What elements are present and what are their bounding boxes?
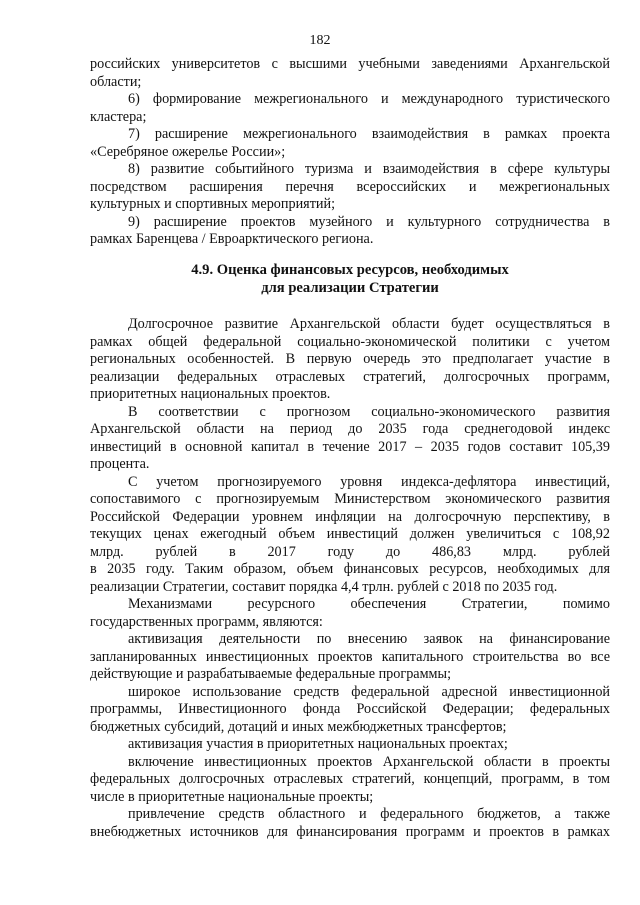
- body-line: числе в приоритетные национальные проекты;: [90, 788, 374, 805]
- section-heading-line-2: для реализации Стратегии: [261, 279, 439, 296]
- list-line: культурных и спортивных мероприятий;: [90, 196, 336, 212]
- body-line: действующие и разрабатываемые федеральные программы;: [90, 666, 452, 682]
- list-line: посредством расширения перечня всероссийских и межрегиональных: [90, 178, 610, 195]
- list-line: 9) расширение проектов музейного и культурного сотрудничества в: [128, 213, 610, 230]
- body-line: реализации Стратегии, составит порядка 4,4 трлн. рублей с 2018 по 2035 год.: [90, 578, 558, 595]
- body-line: активизация участия в приоритетных национальных проектах;: [128, 736, 508, 752]
- body-line: реализации федеральных отраслевых стратегий, долгосрочных программ,: [90, 368, 610, 385]
- body-line: активизация деятельности по внесению заявок на финансирование: [128, 631, 610, 647]
- body-line: инвестиций в основной капитал в течение 2017 – 2035 годов составит 105,39: [90, 438, 610, 455]
- body-line: включение инвестиционных проектов Архангельской области в проекты: [128, 753, 610, 770]
- list-line: кластера;: [90, 108, 147, 125]
- body-line: региональных особенностей. В первую очередь это предполагает участие в: [90, 351, 610, 367]
- list-block: [90, 56, 610, 249]
- body-line: федеральных долгосрочных отраслевых стратегий, концепций, программ, в том: [90, 771, 610, 787]
- list-line: «Серебряное ожерелье России»;: [90, 143, 286, 160]
- body-line: запланированных инвестиционных проектов капитального строительства во все: [90, 648, 610, 665]
- body-line: Российской Федерации уровнем инфляции на долгосрочную перспективу, в: [90, 508, 610, 525]
- body-line: в 2035 году. Таким образом, объем финансовых ресурсов, необходимых для: [90, 561, 610, 577]
- body-line: Долгосрочное развитие Архангельской области будет осуществляться в: [128, 316, 610, 332]
- section-heading-line-1: 4.9. Оценка финансовых ресурсов, необходимых: [191, 262, 509, 278]
- body-line: государственных программ, являются:: [90, 613, 323, 630]
- body-line: С учетом прогнозируемого уровня индекса-дефлятора инвестиций,: [128, 473, 610, 490]
- body-line: текущих ценах ежегодный объем инвестиций должен увеличиться с 108,92: [90, 526, 610, 542]
- body-line: В соответствии с прогнозом социально-экономического развития: [128, 403, 610, 420]
- body-line: привлечение средств областного и федерального бюджетов, а также: [128, 806, 610, 822]
- body-block: [90, 316, 610, 841]
- body-line: рамках общей федеральной социально-экономической политики с учетом: [90, 333, 610, 350]
- body-line: приоритетных национальных проектов.: [90, 386, 331, 402]
- list-line: 8) развитие событийного туризма и взаимодействия в сфере культуры: [128, 161, 610, 177]
- list-line: области;: [90, 73, 142, 90]
- body-line: бюджетных субсидий, дотаций и иных межбюджетных трансфертов;: [90, 718, 507, 735]
- body-line: Механизмами ресурсного обеспечения Стратегии, помимо: [128, 596, 610, 612]
- body-line: широкое использование средств федеральной адресной инвестиционной: [128, 683, 610, 700]
- body-line: программы, Инвестиционного фонда Российской Федерации; федеральных: [90, 701, 610, 717]
- page-number: 182: [309, 33, 331, 48]
- list-line: рамках Баренцева / Евроарктического региона.: [90, 231, 374, 247]
- list-line: 7) расширение межрегионального взаимодействия в рамках проекта: [128, 126, 610, 142]
- body-line: процента.: [90, 456, 150, 472]
- section-heading: [90, 262, 610, 297]
- body-line: млрд. рублей в 2017 году до 486,83 млрд. рублей: [90, 543, 610, 560]
- body-line: Архангельской области на период до 2035 года среднегодовой индекс: [90, 421, 610, 437]
- body-line: сопоставимого с прогнозируемым Министерством экономического развития: [90, 491, 610, 507]
- list-line: 6) формирование межрегионального и международного туристического: [128, 91, 610, 107]
- list-line: российских университетов с высшими учебными заведениями Архангельской: [90, 56, 610, 72]
- body-line: внебюджетных источников для финансирования программ и проектов в рамках: [90, 823, 610, 840]
